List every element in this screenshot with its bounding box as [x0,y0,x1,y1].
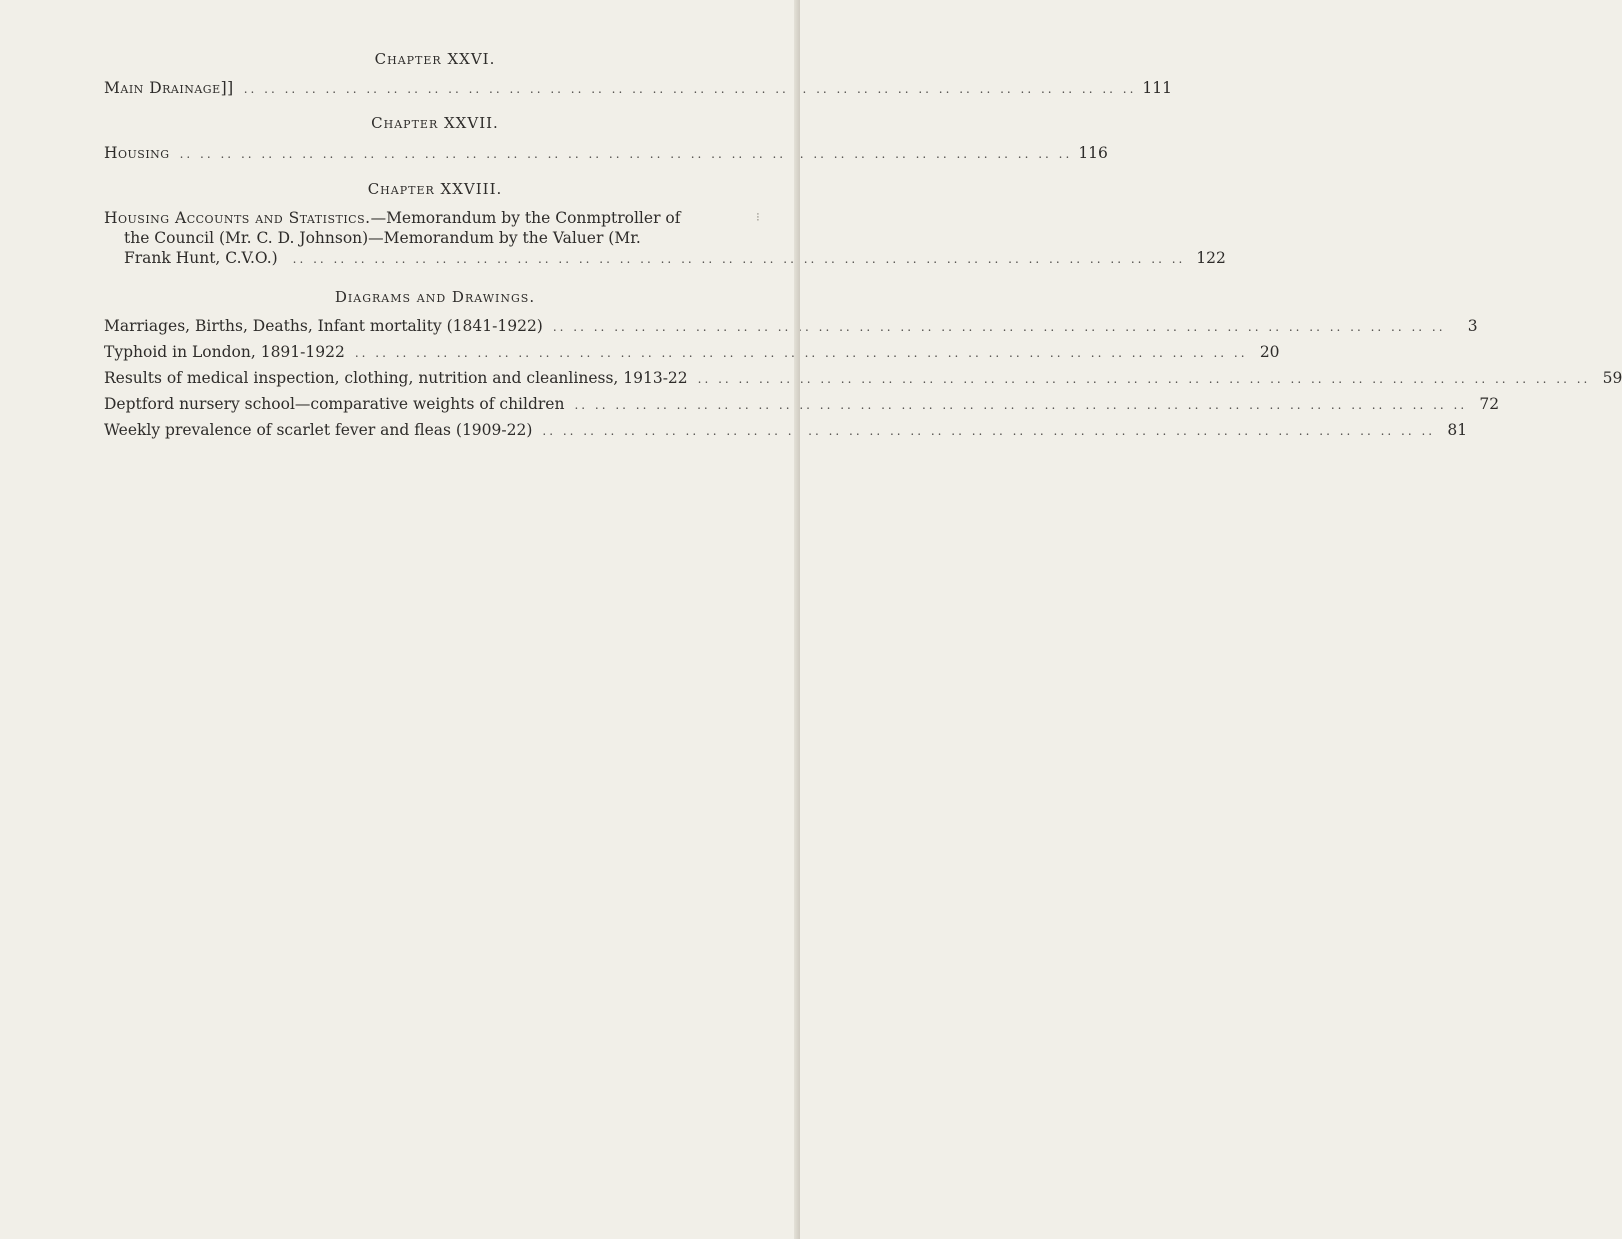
chapter-heading-xxviii: Chapter XXVIII. [367,180,503,198]
diagram-title: Typhoid in London, 1891-1922 [104,343,345,361]
diagram-item [104,394,1500,415]
entry-page-number: 122 [1196,249,1226,267]
entry-page-number: 111 [1142,79,1172,97]
entry-line-3-text: Frank Hunt, C.V.O.) [124,249,278,267]
entry-line-1 [104,208,766,228]
entry-title-smallcaps: Housing Accounts and Statistics. [104,209,371,227]
entry-title: Housing [104,144,170,162]
entry-title: Main Drainage]] [104,79,234,97]
entry-main-drainage [104,78,1172,99]
paper-mark: ⁝ [756,210,760,224]
entry-line-2: the Council (Mr. C. D. Johnson)—Memorandum by the Valuer (Mr. [124,229,641,247]
diagram-page-number: 72 [1479,395,1500,413]
diagram-item [104,368,1622,389]
diagram-title: Deptford nursery school—comparative weights of children [104,395,565,413]
entry-line-3 [104,248,1226,269]
dot-leader [180,144,1073,164]
chapter-heading-xxvi: Chapter XXVI. [374,50,496,68]
diagram-item [104,420,1468,441]
diagram-page-number: 20 [1259,343,1280,361]
dot-leader [244,79,1137,99]
diagrams-heading: Diagrams and Drawings. [334,288,536,306]
dot-leader [293,252,1186,266]
entry-title-rest: —Memorandum by the Conmptroller of [370,209,681,227]
dot-leader [698,369,1591,389]
diagram-page-number: 81 [1447,421,1468,439]
dot-leader [355,343,1248,363]
page-edge-shadow [794,0,800,1239]
diagram-title: Results of medical inspection, clothing, nutrition and cleanliness, 1913-22 [104,369,688,387]
dot-leader [542,421,1435,441]
entry-housing-accounts [104,208,1226,269]
diagram-title: Marriages, Births, Deaths, Infant mortality (1841-1922) [104,317,543,335]
entry-page-number: 116 [1078,144,1108,162]
diagram-page-number: 3 [1467,317,1478,335]
dot-leader [553,317,1446,337]
entry-housing [104,143,1108,164]
chapter-heading-xxvii: Chapter XXVII. [371,114,499,132]
diagram-page-number: 59 [1602,369,1622,387]
dot-leader [574,395,1467,415]
diagram-item [104,316,1478,337]
diagram-title: Weekly prevalence of scarlet fever and fleas (1909-22) [104,421,533,439]
diagram-item [104,342,1280,363]
